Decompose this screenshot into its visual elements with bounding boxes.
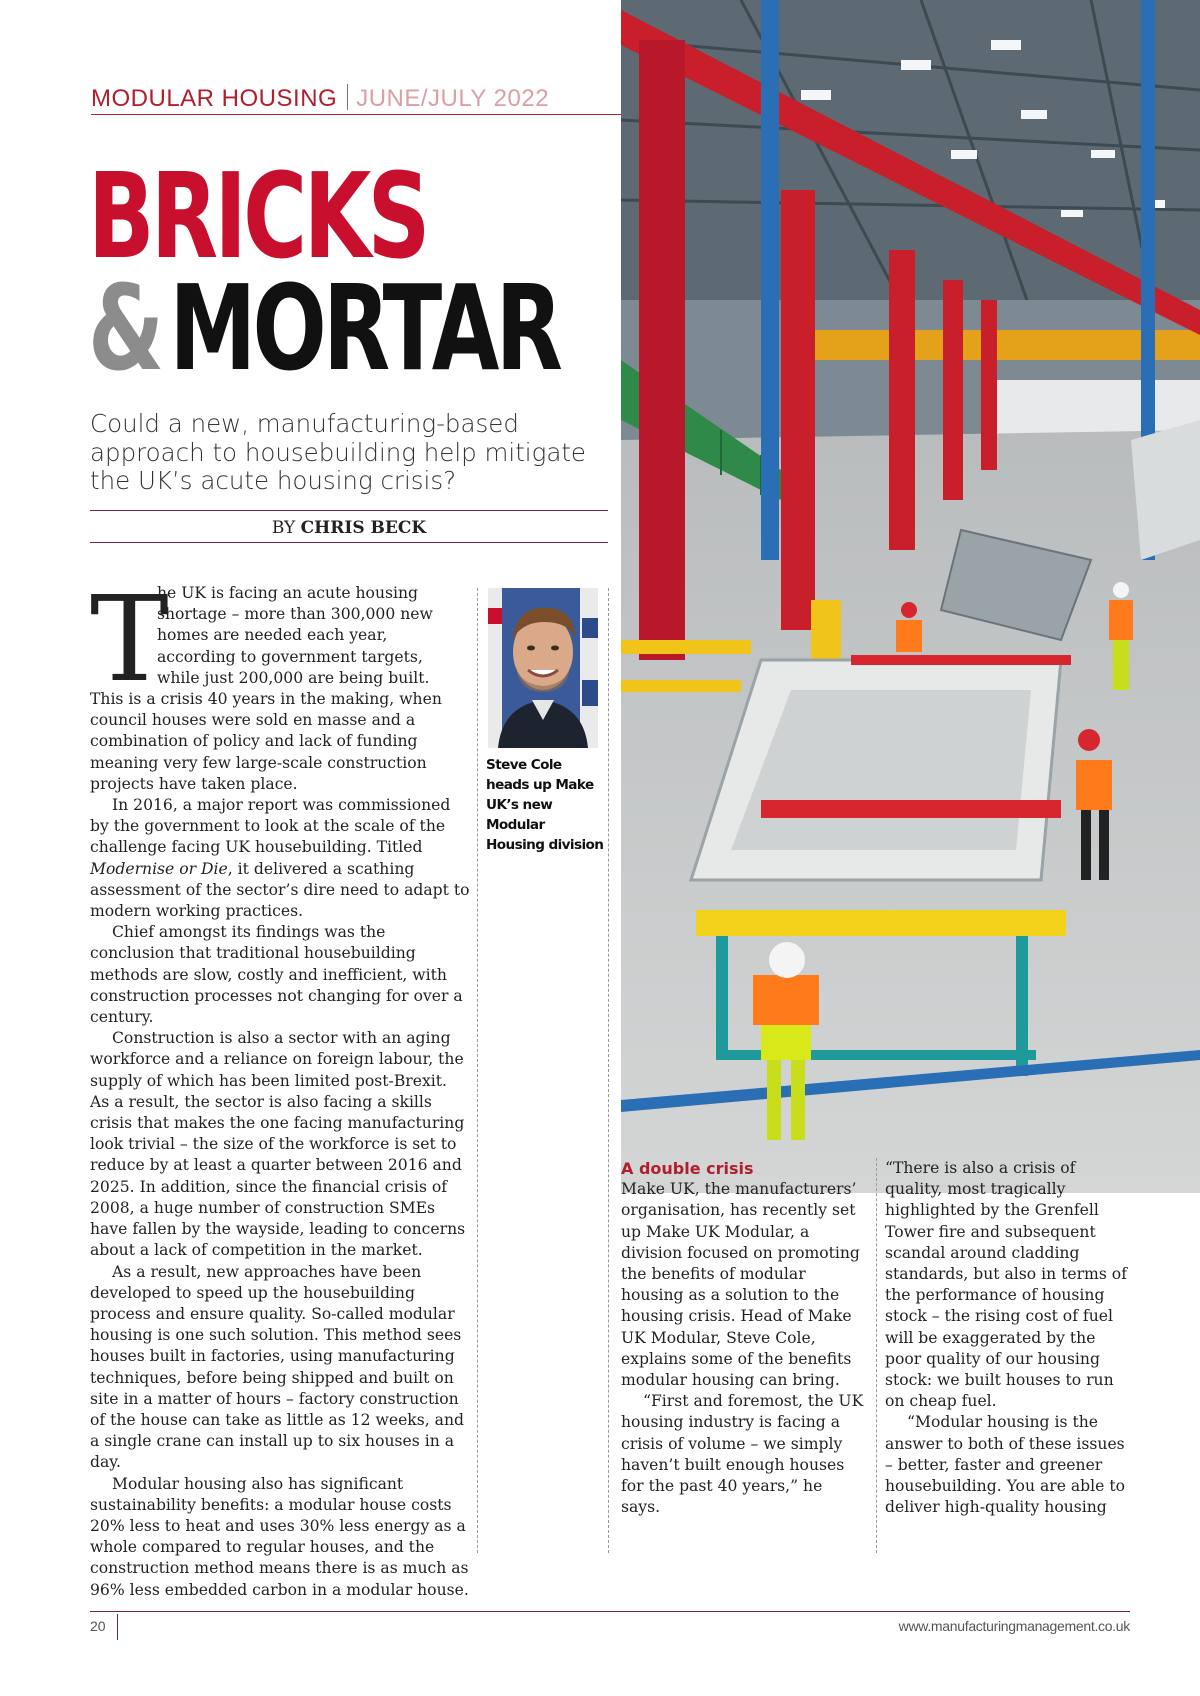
drop-cap: T bbox=[90, 570, 169, 708]
header-rule bbox=[91, 114, 621, 115]
body-paragraph-2: This is a crisis 40 years in the making, when council houses were sold en masse and a combination of policy and lack of funding meaning very few large-scale construction projects have taken place. bbox=[90, 690, 442, 793]
title-line-1: BRICKS bbox=[88, 147, 427, 285]
body-paragraph-7: Modular housing also has significant sustainability benefits: a modular house costs 20% less to heat and uses 30% less energy as a whole compared to regular houses, and the construction method means there is as much as 96% less embedded carbon in a modular house. bbox=[90, 1474, 469, 1599]
column-divider-1 bbox=[477, 588, 478, 1553]
crisis-paragraph-1: Make UK, the manufacturers’ organisation, has recently set up Make UK Modular, a division focused on promoting the benefits of modular housing as a solution to the housing crisis. Head of Make UK Modular, Steve Cole, explains some of the benefits modular housing can bring. bbox=[621, 1180, 860, 1390]
body-paragraph-1: he UK is facing an acute housing shortage – more than 300,000 new homes are needed each year, according to government targets, while just 200,000 are being built. bbox=[157, 584, 433, 687]
quality-paragraph-2: “Modular housing is the answer to both of these issues – better, faster and greener housebuilding. You are able to deliver high-quality housing bbox=[885, 1413, 1125, 1517]
column-divider-2 bbox=[608, 588, 609, 1553]
article-title bbox=[88, 147, 560, 397]
body-column-4 bbox=[885, 1158, 1130, 1518]
report-title: Modernise or Die bbox=[90, 859, 228, 878]
subhead-double-crisis: A double crisis bbox=[621, 1159, 754, 1178]
intro-drop-area bbox=[90, 583, 470, 689]
section-label bbox=[91, 84, 549, 113]
issue-date: JUNE/JULY 2022 bbox=[356, 85, 550, 112]
byline-author: CHRIS BECK bbox=[300, 518, 427, 538]
photo-caption: Steve Cole heads up Make UK’s new Modular Housing division bbox=[486, 757, 604, 853]
p3-text-a: In 2016, a major report was commissioned by the government to look at the scale of the challenge facing UK housebuilding. Titled bbox=[90, 796, 451, 857]
portrait-illustration bbox=[488, 588, 598, 748]
website-url[interactable]: www.manufacturingmanagement.co.uk bbox=[898, 1618, 1130, 1634]
page-number-divider bbox=[117, 1614, 118, 1640]
body-paragraph-6: As a result, new approaches have been developed to speed up the housebuilding process and ensure quality. So-called modular housing is one such solution. This method sees houses built in factories, using manufacturing techniques, before being shipped and built on site in a matter of hours – factory construction of the house can take as little as 12 weeks, and a single crane can install up to six houses in a day. bbox=[90, 1262, 464, 1472]
title-line-2 bbox=[88, 259, 560, 397]
crisis-paragraph-2: “First and foremost, the UK housing industry is facing a crisis of volume – we simply haven’t built enough houses for the past 40 years,” he says. bbox=[621, 1392, 864, 1517]
p3-text-b: , it delivered a scathing assessment of the sector’s dire need to adapt to modern working practices. bbox=[90, 859, 470, 921]
portrait-photo bbox=[488, 588, 598, 748]
page-number: 20 bbox=[90, 1618, 106, 1634]
standfirst: Could a new, manufacturing-based approach to housebuilding help mitigate the UK’s acute housing crisis? bbox=[90, 409, 587, 495]
body-paragraph-4: Chief amongst its findings was the conclusion that traditional housebuilding methods are slow, costly and inefficient, with construction processes not changing for over a century. bbox=[90, 923, 463, 1027]
section-name: MODULAR HOUSING bbox=[91, 85, 338, 112]
title-word-mortar: MORTAR bbox=[169, 259, 560, 397]
byline bbox=[90, 518, 608, 538]
section-divider bbox=[347, 84, 348, 110]
column-divider-3 bbox=[876, 1158, 877, 1553]
body-paragraph-5: Construction is also a sector with an aging workforce and a reliance on foreign labour, the supply of which has been limited post-Brexit. As a result, the sector is also facing a skills crisis that makes the one facing manufacturing look trivial – the size of the workforce is set to reduce by at least a quarter between 2016 and 2025. In addition, since the financial crisis of 2008, a huge number of construction SMEs have fallen by the wayside, leading to concerns about a lack of competition in the market. bbox=[90, 1029, 466, 1260]
factory-photo bbox=[621, 0, 1200, 1193]
body-column-1 bbox=[90, 583, 470, 1601]
footer-rule bbox=[90, 1611, 1130, 1612]
body-column-3 bbox=[621, 1158, 866, 1518]
quality-paragraph-1: “There is also a crisis of quality, most tragically highlighted by the Grenfell Tower fire and subsequent scandal around cladding standards, but also in terms of the performance of housing stock – the rising cost of fuel will be exaggerated by the poor quality of our housing stock: we built houses to run on cheap fuel. bbox=[885, 1159, 1127, 1411]
title-ampersand: & bbox=[88, 259, 161, 397]
byline-rule-top bbox=[90, 510, 608, 511]
factory-floor-illustration bbox=[621, 0, 1200, 1193]
body-paragraph-3 bbox=[90, 795, 470, 922]
byline-rule-bottom bbox=[90, 542, 608, 543]
byline-prefix: BY bbox=[271, 518, 296, 538]
